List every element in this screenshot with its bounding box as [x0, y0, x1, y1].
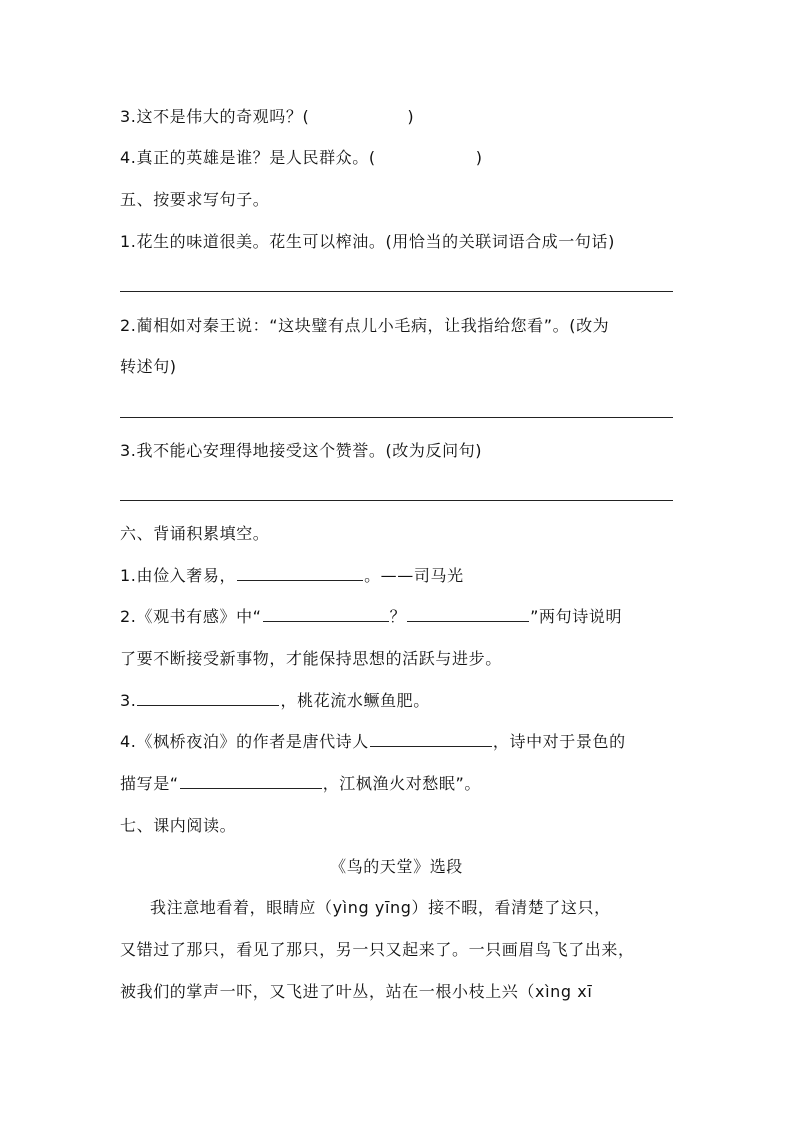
passage-line-3: 被我们的掌声一吓，又飞进了叶丛，站在一根小枝上兴（xìng xī [120, 982, 593, 1001]
question-text-end: ) [475, 148, 483, 167]
question-text: 4.《枫桥夜泊》的作者是唐代诗人 [120, 732, 369, 751]
passage-title: 《鸟的天堂》选段 [330, 857, 463, 876]
question-text: 3. [120, 691, 137, 710]
question-5-2-line1: 2.蔺相如对秦王说：“这块璧有点儿小毛病，让我指给您看”。(改为 [120, 316, 610, 335]
question-5-3: 3.我不能心安理得地接受这个赞誉。(改为反问句) [120, 441, 483, 460]
fill-blank[interactable] [237, 565, 363, 581]
question-6-2-line2: 了要不断接受新事物，才能保持思想的活跃与进步。 [120, 649, 502, 668]
question-5-1: 1.花生的味道很美。花生可以榨油。(用恰当的关联词语合成一句话) [120, 232, 615, 251]
question-text-end: 。——司马光 [364, 566, 464, 585]
question-text: 4.真正的英雄是谁？是人民群众。( [120, 148, 376, 167]
section-7-heading: 七、课内阅读。 [120, 816, 237, 835]
section-5-heading: 五、按要求写句子。 [120, 190, 270, 209]
passage-line-1 [120, 897, 611, 919]
question-6-2 [120, 606, 622, 628]
question-5-2-line2: 转述句) [120, 357, 177, 376]
question-4-3 [120, 106, 414, 128]
question-text: 3.这不是伟大的奇观吗？( [120, 107, 310, 126]
answer-line-5-2[interactable] [120, 417, 673, 418]
question-6-4 [120, 731, 626, 753]
question-text: 2.《观书有感》中“ [120, 607, 262, 626]
answer-line-5-1[interactable] [120, 291, 673, 292]
question-6-1 [120, 565, 464, 587]
passage-text: 我注意地看着，眼睛应（yìng yīng）接不暇，看清楚了这只， [150, 898, 611, 917]
fill-blank[interactable] [370, 731, 492, 747]
question-6-4-line2 [120, 773, 481, 795]
answer-line-5-3[interactable] [120, 500, 673, 501]
fill-blank[interactable] [137, 690, 279, 706]
question-mark: ？ [389, 607, 407, 626]
question-text-end: ，诗中对于景色的 [492, 732, 626, 751]
question-text-end: ) [407, 107, 415, 126]
fill-blank[interactable] [180, 773, 322, 789]
fill-blank[interactable] [407, 606, 529, 622]
question-text-end: ，江枫渔火对愁眠”。 [322, 774, 481, 793]
question-6-3 [120, 690, 430, 712]
question-text-end: ”两句诗说明 [530, 607, 623, 626]
question-text: 1.由俭入奢易， [120, 566, 237, 585]
passage-line-2: 又错过了那只，看见了那只，另一只又起来了。一只画眉鸟飞了出来， [120, 940, 635, 959]
question-4-4 [120, 147, 483, 169]
question-text: 描写是“ [120, 774, 179, 793]
section-6-heading: 六、背诵积累填空。 [120, 524, 270, 543]
fill-blank[interactable] [263, 606, 389, 622]
question-text-end: ，桃花流水鳜鱼肥。 [280, 691, 430, 710]
